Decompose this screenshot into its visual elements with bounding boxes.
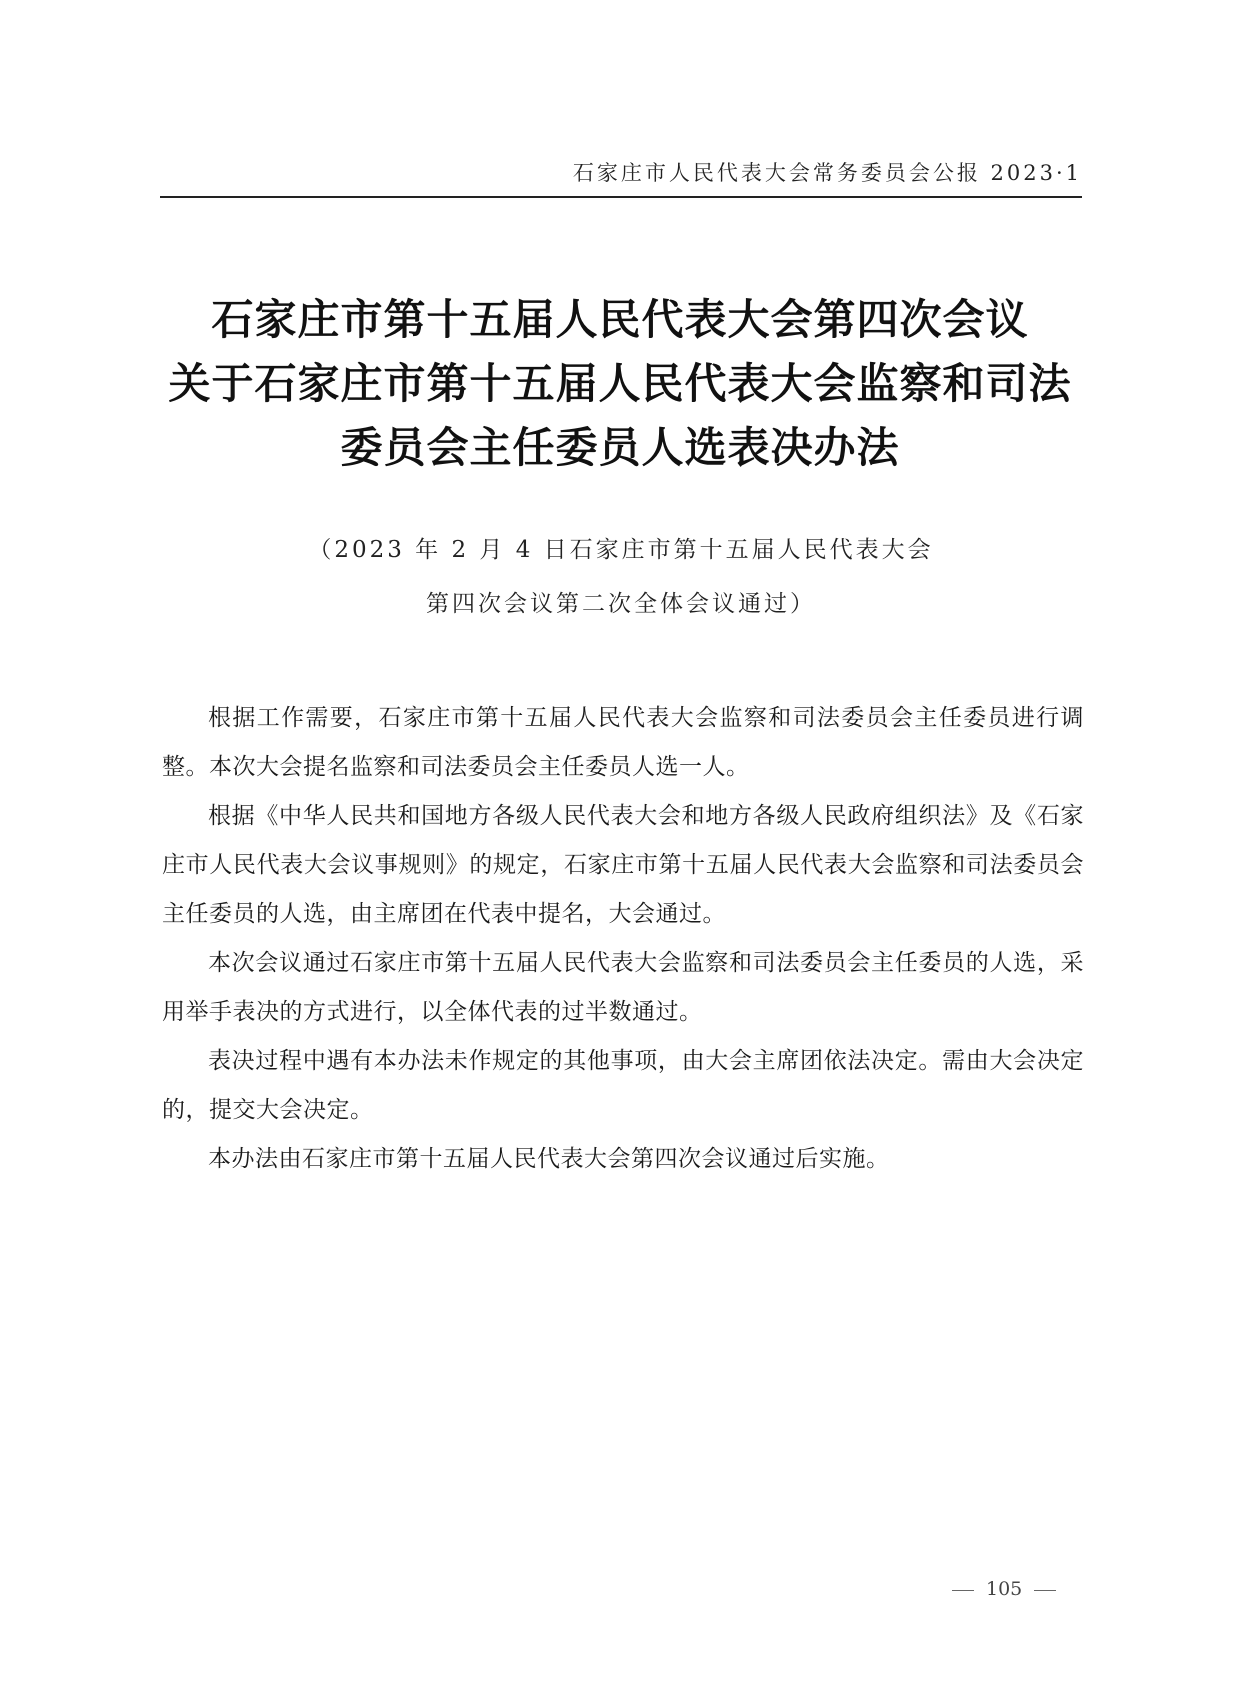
adoption-note-line-2: 第四次会议第二次全体会议通过） <box>426 591 816 617</box>
paragraph-5: 本办法由石家庄市第十五届人民代表大会第四次会议通过后实施。 <box>208 1146 890 1172</box>
page-number-dash-right <box>1034 1590 1056 1591</box>
paragraph-4: 表决过程中遇有本办法未作规定的其他事项，由大会主席团依法决定。需由大会决定的，提交大会决定。 <box>162 1048 1084 1123</box>
header-divider <box>160 196 1082 198</box>
paragraph-2: 根据《中华人民共和国地方各级人民代表大会和地方各级人民政府组织法》及《石家庄市人民代表大会议事规则》的规定，石家庄市第十五届人民代表大会监察和司法委员会主任委员的人选，由主席团在代表中提名，大会通过。 <box>162 803 1084 927</box>
page-number <box>940 1578 1068 1600</box>
page-number-value: 105 <box>986 1578 1023 1600</box>
paragraph-1: 根据工作需要，石家庄市第十五届人民代表大会监察和司法委员会主任委员进行调整。本次大会提名监察和司法委员会主任委员人选一人。 <box>162 705 1084 780</box>
adoption-note-line-1: （2023 年 2 月 4 日石家庄市第十五届人民代表大会 <box>308 537 934 563</box>
running-header: 石家庄市人民代表大会常务委员会公报 2023·1 <box>572 161 1082 185</box>
adoption-note <box>160 523 1082 631</box>
paragraph-3: 本次会议通过石家庄市第十五届人民代表大会监察和司法委员会主任委员的人选，采用举手表决的方式进行，以全体代表的过半数通过。 <box>162 950 1084 1025</box>
body-text <box>162 694 1084 1184</box>
title-line-1: 石家庄市第十五届人民代表大会第四次会议 <box>211 295 1029 344</box>
title-line-3: 委员会主任委员人选表决办法 <box>340 423 900 472</box>
document-title <box>140 288 1100 480</box>
title-line-2: 关于石家庄市第十五届人民代表大会监察和司法 <box>168 359 1072 408</box>
page-number-dash-left <box>952 1590 974 1591</box>
